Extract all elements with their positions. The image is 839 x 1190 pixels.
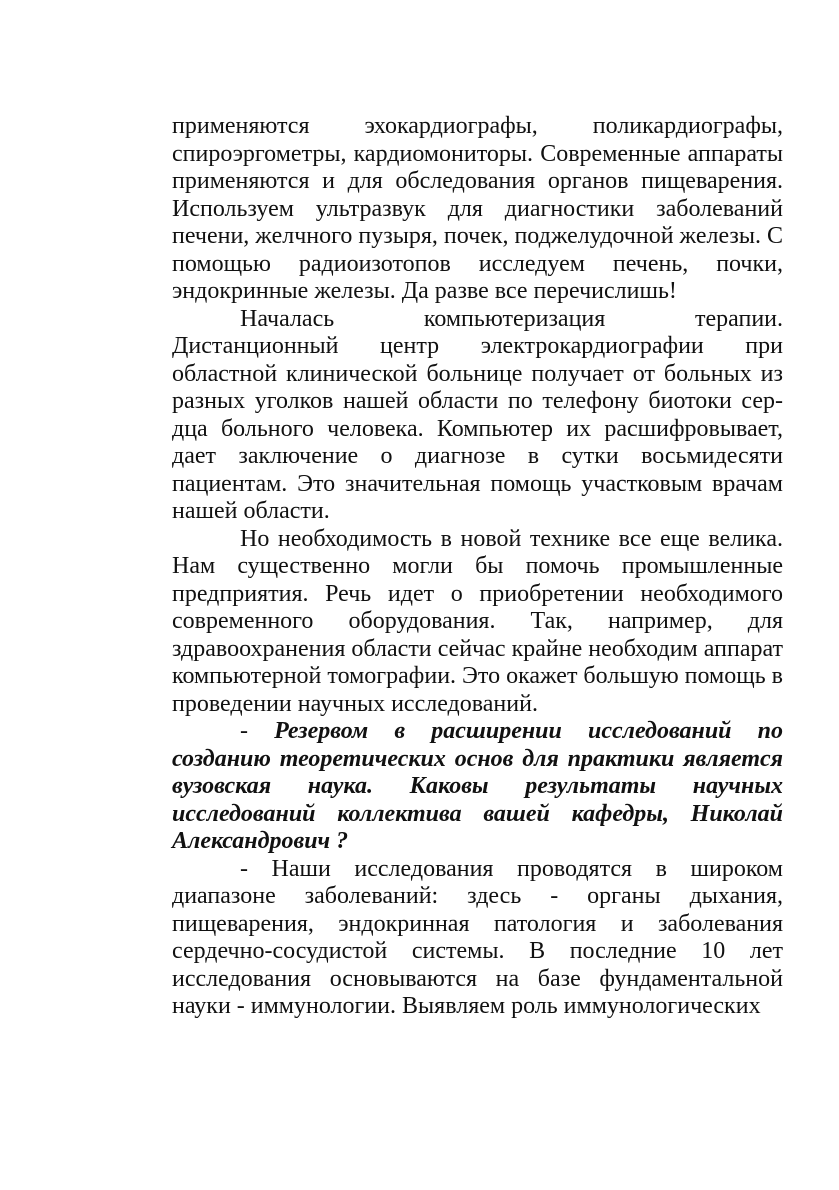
paragraph-equipment: применяются эхокардиографы, поликардиографы, спироэргометры, кардиомониторы. Современные аппараты применяются и для обследования органов пищеварения. Используем ультразвук для диагностики заболеваний печени, желчного пузыря, почек, поджелудочной железы. С помощью радиоизотопов исследуем печень, почки, эндокринные железы. Да разве все перечислишь!	[172, 113, 784, 304]
interview-answer	[172, 856, 783, 1021]
interview-question	[172, 718, 783, 856]
answer-text: Наши исследования проводятся в широком диапазоне заболеваний: здесь - органы дыхания, пищеварения, эндокринная патология и заболевания сердечно-сосудистой системы. В последние 10 лет исследования основываются на базе фундаментальной науки - иммунологии. Выявляем роль иммунологических	[172, 855, 783, 1019]
paragraph-new-technology: Но необходимость в новой технике все еще велика. Нам существенно могли бы помочь промышленные предприятия. Речь идет о приобретении необходимого современного оборудования. Так, например, для здравоохранения области сейчас крайне необходим аппарат компьютерной томографии. Это окажет большую помощь в проведении научных исследований.	[172, 525, 783, 717]
document-page	[172, 113, 783, 1021]
answer-dash: -	[240, 855, 272, 882]
question-text: Резервом в расширении исследований по созданию теоретических основ для практики является вузовская наука. Каковы результаты научных исследований коллектива вашей кафедры, Николай Александрович ?	[172, 718, 783, 854]
paragraph-computerization: Началась компьютеризация терапии. Дистанционный центр электрокардиографии при областной клинической больнице получает от больных из разных уголков нашей области по телефону биотоки сер-дца больного человека. Компьютер их расшифровывает, дает заключение о диагнозе в сутки восьмидесяти пациентам. Это значительная помощь участковым врачам нашей области.	[172, 305, 783, 524]
question-dash: -	[240, 718, 275, 744]
